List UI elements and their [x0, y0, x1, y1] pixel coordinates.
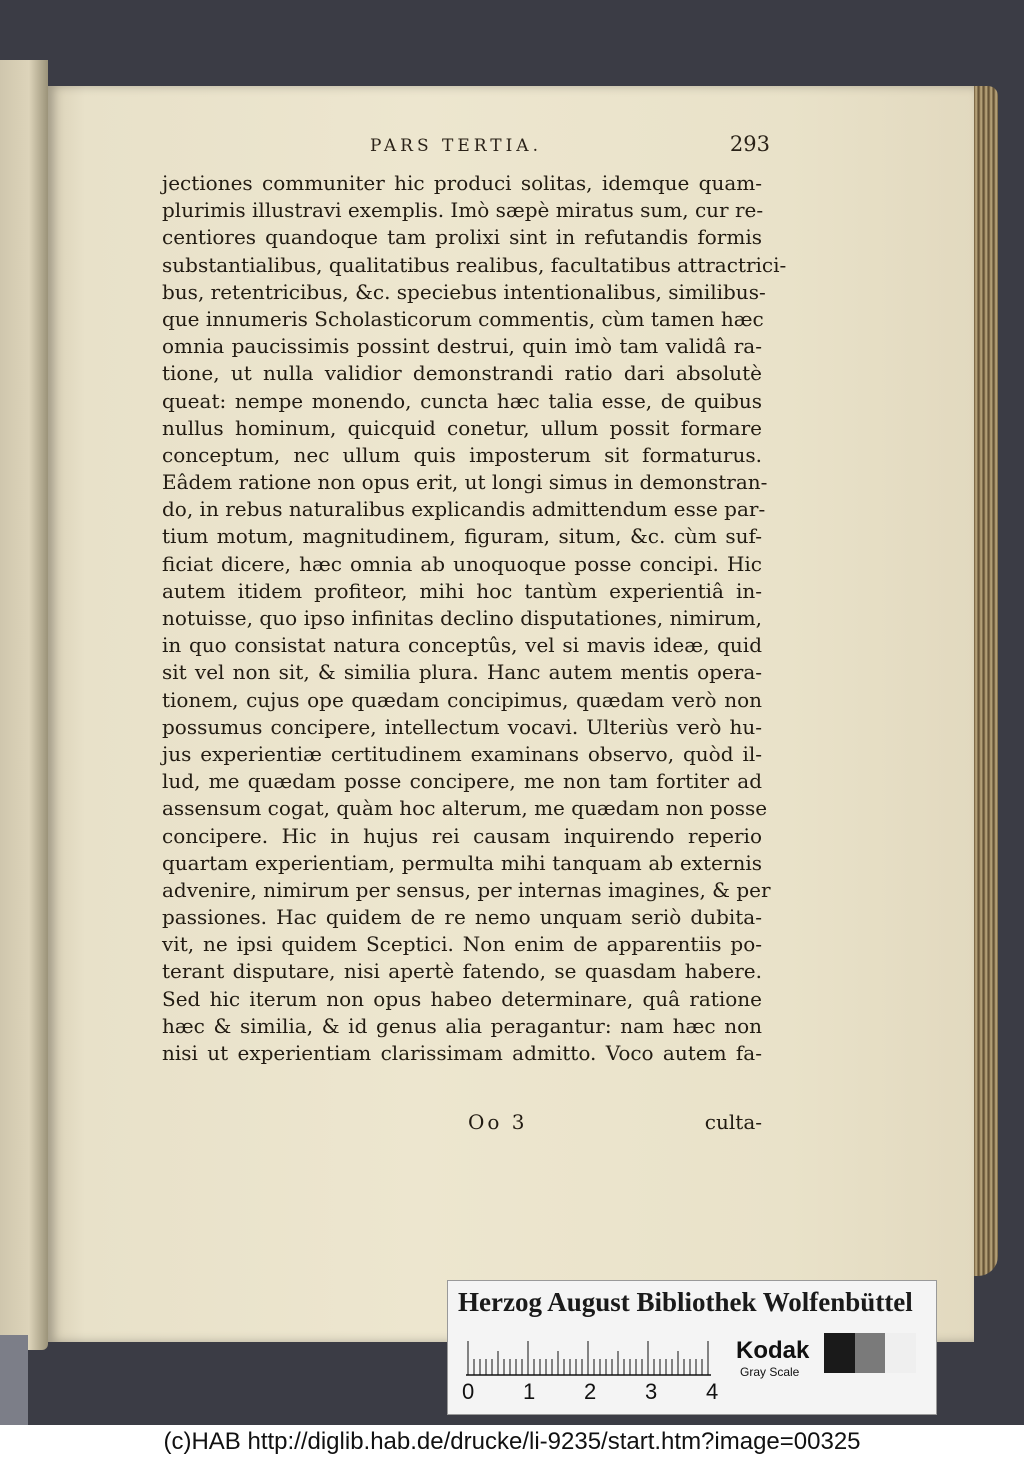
- text-line: tione, ut nulla validior demonstrandi ratio dari absolutè: [162, 361, 762, 386]
- text-line: vit, ne ipsi quidem Sceptici. Non enim de apparentiis po-: [162, 932, 762, 957]
- text-line: jectiones communiter hic produci solitas, idemque quam-: [162, 171, 762, 195]
- swatch-white: [885, 1333, 916, 1373]
- text-line: nisi ut experientiam clarissimam admitto. Voco autem fa-: [162, 1041, 762, 1065]
- swatch-gray: [855, 1333, 886, 1373]
- body-text: [162, 170, 787, 1067]
- text-line: advenire, nimirum per sensus, per internas imagines, & per: [162, 877, 771, 902]
- text-line: lud, me quædam posse concipere, me non tam fortiter ad: [162, 769, 762, 794]
- gray-scale-label: Gray Scale: [740, 1365, 800, 1379]
- library-name: Herzog August Bibliothek Wolfenbüttel: [458, 1287, 913, 1317]
- text-line: tionem, cujus ope quædam concipimus, quædam verò non: [162, 687, 762, 712]
- left-page-tab: [0, 1335, 28, 1425]
- text-line: Eâdem ratione non opus erit, ut longi simus in demonstran-: [162, 470, 768, 495]
- text-line: centiores quandoque tam prolixi sint in refutandis formis: [162, 225, 762, 250]
- text-line: Sed hic iterum non opus habeo determinare, quâ ratione: [162, 986, 762, 1011]
- signature-mark: Oo 3: [468, 1110, 528, 1134]
- text-line: omnia paucissimis possint destrui, quin imò tam validâ ra-: [162, 334, 762, 359]
- copyright-caption: (c)HAB http://diglib.hab.de/drucke/li-9235/start.htm?image=00325: [163, 1428, 861, 1455]
- text-line: concipere. Hic in hujus rei causam inquirendo reperio: [162, 823, 762, 848]
- text-line: bus, retentricibus, &c. speciebus intentionalibus, similibus-: [162, 279, 766, 304]
- swatch-black: [824, 1333, 855, 1373]
- ruler-number: 4: [706, 1379, 719, 1404]
- ruler-number: 2: [584, 1379, 597, 1404]
- text-line: queat: nempe monendo, cuncta hæc talia esse, de quibus: [162, 388, 762, 413]
- text-line: jus experientiæ certitudinem examinans observo, quòd il-: [162, 741, 762, 766]
- text-line: ficiat dicere, hæc omnia ab unoquoque posse concipi. Hic: [162, 551, 762, 576]
- text-line: notuisse, quo ipso infinitas declino disputationes, nimirum,: [162, 606, 762, 630]
- text-line: conceptum, nec ullum quis imposterum sit formaturus.: [162, 442, 762, 467]
- ruler-number: 3: [645, 1379, 658, 1404]
- catchword: culta-: [704, 1110, 762, 1134]
- left-page-edge: [0, 60, 48, 1350]
- ruler-numbers: [458, 1379, 728, 1405]
- ruler-scale: [466, 1337, 716, 1377]
- text-line: assensum cogat, quàm hoc alterum, me quædam non posse: [162, 796, 768, 821]
- text-line: passiones. Hac quidem de re nemo unquam seriò dubita-: [162, 905, 762, 930]
- text-line: nullus hominum, quicquid conetur, ullum possit formare: [162, 415, 762, 440]
- text-line: do, in rebus naturalibus explicandis admittendum esse par-: [162, 497, 766, 522]
- text-line: hæc & similia, & id genus alia peragantur: nam hæc non: [162, 1013, 762, 1038]
- text-line: substantialibus, qualitatibus realibus, facultatibus attractrici-: [162, 252, 787, 277]
- gray-swatches: [824, 1333, 916, 1373]
- page-header: [310, 132, 770, 162]
- ruler-number: 0: [462, 1379, 475, 1404]
- text-line: quartam experientiam, permulta mihi tanquam ab externis: [162, 850, 762, 875]
- page-footer: [162, 1110, 762, 1140]
- text-line: sit vel non sit, & similia plura. Hanc autem mentis opera-: [162, 660, 762, 685]
- text-line: terant disputare, nisi apertè fatendo, se quasdam habere.: [162, 959, 762, 984]
- color-target-card: [447, 1280, 937, 1415]
- ruler-number: 1: [523, 1379, 536, 1404]
- kodak-logo: Kodak: [736, 1337, 810, 1364]
- text-line: possumus concipere, intellectum vocavi. Ulteriùs verò hu-: [162, 714, 762, 739]
- page-number: 293: [729, 132, 770, 156]
- text-line: que innumeris Scholasticorum commentis, cùm tamen hæc: [162, 306, 764, 331]
- running-title: PARS TERTIA.: [370, 136, 542, 156]
- text-line: autem itidem profiteor, mihi hoc tantùm experientiâ in-: [162, 578, 762, 603]
- text-line: tium motum, magnitudinem, figuram, situm, &c. cùm suf-: [162, 524, 762, 549]
- text-line: in quo consistat natura conceptûs, vel si mavis ideæ, quid: [162, 633, 762, 658]
- text-line: plurimis illustravi exemplis. Imò sæpè miratus sum, cur re-: [162, 198, 764, 223]
